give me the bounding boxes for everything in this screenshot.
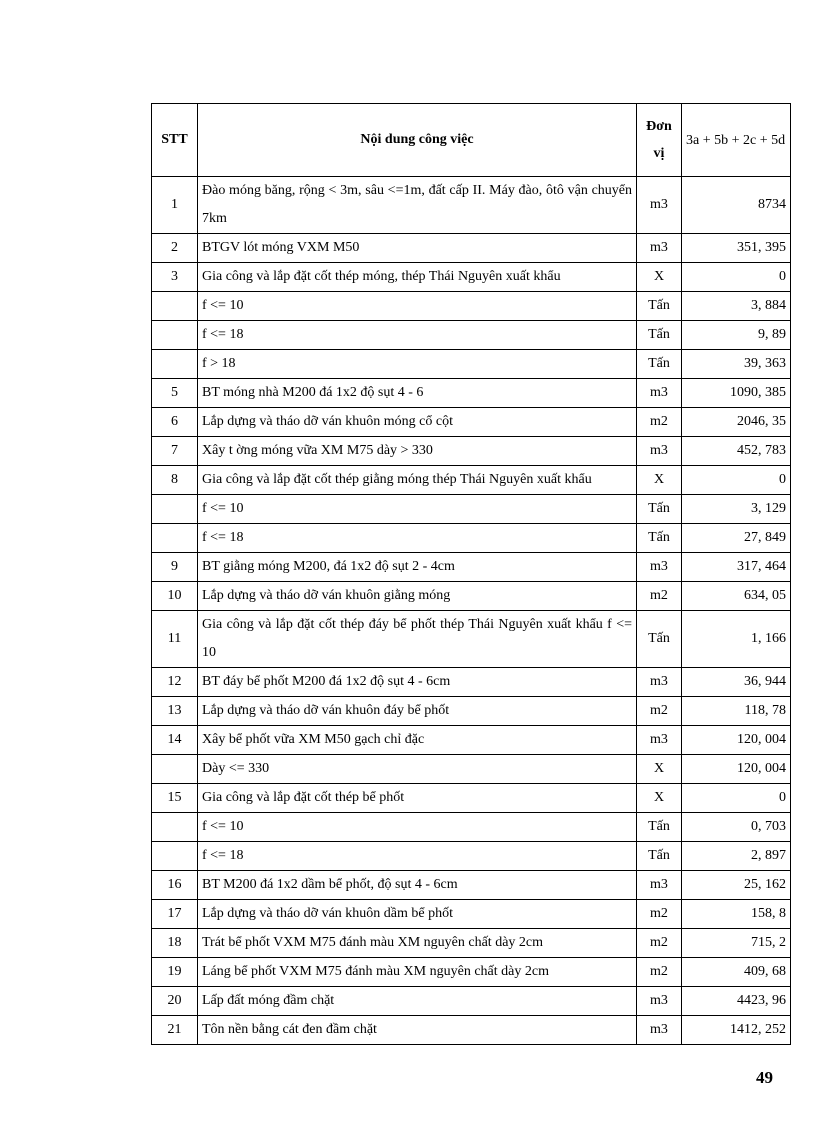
row-quantity: 4423, 96 (682, 987, 791, 1016)
row-stt: 5 (152, 379, 198, 408)
row-content: Gia công và lắp đặt cốt thép móng, thép Thái Nguyên xuất khẩu (198, 263, 637, 292)
table-header-row (152, 104, 791, 177)
table-row (152, 553, 791, 582)
row-content: Xây bể phốt vữa XM M50 gạch chỉ đặc (198, 726, 637, 755)
row-quantity: 452, 783 (682, 437, 791, 466)
table-row (152, 929, 791, 958)
row-stt: 18 (152, 929, 198, 958)
row-quantity: 0 (682, 263, 791, 292)
row-unit: m2 (637, 697, 682, 726)
row-stt: 6 (152, 408, 198, 437)
row-unit: m3 (637, 177, 682, 234)
row-content: f <= 18 (198, 321, 637, 350)
row-unit: m3 (637, 1016, 682, 1045)
row-stt: 11 (152, 611, 198, 668)
header-content: Nội dung công việc (198, 104, 637, 177)
row-unit: Tấn (637, 524, 682, 553)
row-stt (152, 495, 198, 524)
row-stt: 8 (152, 466, 198, 495)
table-row (152, 611, 791, 668)
row-unit: m3 (637, 668, 682, 697)
row-stt (152, 524, 198, 553)
row-quantity: 25, 162 (682, 871, 791, 900)
row-quantity: 8734 (682, 177, 791, 234)
row-stt: 20 (152, 987, 198, 1016)
row-stt: 19 (152, 958, 198, 987)
row-quantity: 1090, 385 (682, 379, 791, 408)
row-unit: m3 (637, 871, 682, 900)
row-quantity: 9, 89 (682, 321, 791, 350)
row-quantity: 120, 004 (682, 726, 791, 755)
row-quantity: 120, 004 (682, 755, 791, 784)
row-unit: m3 (637, 553, 682, 582)
row-content: Trát bể phốt VXM M75 đánh màu XM nguyên chất dày 2cm (198, 929, 637, 958)
row-stt: 9 (152, 553, 198, 582)
row-unit: m2 (637, 582, 682, 611)
row-stt: 15 (152, 784, 198, 813)
table-row (152, 408, 791, 437)
table-row (152, 379, 791, 408)
row-quantity: 39, 363 (682, 350, 791, 379)
page-number: 49 (756, 1068, 773, 1087)
table-row (152, 697, 791, 726)
row-unit: m2 (637, 900, 682, 929)
table-row (152, 813, 791, 842)
row-content: f <= 18 (198, 524, 637, 553)
row-quantity: 0, 703 (682, 813, 791, 842)
row-unit: X (637, 466, 682, 495)
table-row (152, 726, 791, 755)
row-unit: Tấn (637, 495, 682, 524)
row-content: Láng bể phốt VXM M75 đánh màu XM nguyên chất dày 2cm (198, 958, 637, 987)
row-unit: X (637, 784, 682, 813)
row-unit: Tấn (637, 842, 682, 871)
table-row (152, 495, 791, 524)
row-unit: m2 (637, 408, 682, 437)
table-row (152, 582, 791, 611)
row-content: Lắp dựng và tháo dỡ ván khuôn móng cổ cột (198, 408, 637, 437)
row-unit: m3 (637, 726, 682, 755)
row-quantity: 409, 68 (682, 958, 791, 987)
row-quantity: 27, 849 (682, 524, 791, 553)
header-unit: Đơn vị (637, 104, 682, 177)
row-content: f <= 18 (198, 842, 637, 871)
row-content: f <= 10 (198, 813, 637, 842)
row-quantity: 3, 129 (682, 495, 791, 524)
row-stt: 7 (152, 437, 198, 466)
row-stt (152, 755, 198, 784)
table-row (152, 755, 791, 784)
header-stt: STT (152, 104, 198, 177)
row-stt (152, 842, 198, 871)
row-content: BT giằng móng M200, đá 1x2 độ sụt 2 - 4cm (198, 553, 637, 582)
row-unit: X (637, 755, 682, 784)
row-content: Tôn nền bằng cát đen đầm chặt (198, 1016, 637, 1045)
header-quantity: 3a + 5b + 2c + 5d (682, 104, 791, 177)
row-unit: m2 (637, 958, 682, 987)
table-row (152, 987, 791, 1016)
row-quantity: 715, 2 (682, 929, 791, 958)
row-content: f <= 10 (198, 495, 637, 524)
row-quantity: 2, 897 (682, 842, 791, 871)
row-quantity: 3, 884 (682, 292, 791, 321)
row-quantity: 0 (682, 784, 791, 813)
row-content: Lấp đất móng đầm chặt (198, 987, 637, 1016)
row-stt: 2 (152, 234, 198, 263)
table-row (152, 263, 791, 292)
row-quantity: 634, 05 (682, 582, 791, 611)
row-unit: m3 (637, 379, 682, 408)
row-unit: Tấn (637, 611, 682, 668)
table-row (152, 958, 791, 987)
table-row (152, 466, 791, 495)
row-stt (152, 813, 198, 842)
row-stt: 16 (152, 871, 198, 900)
row-unit: m3 (637, 987, 682, 1016)
row-unit: X (637, 263, 682, 292)
row-stt (152, 292, 198, 321)
row-unit: m3 (637, 234, 682, 263)
row-quantity: 1412, 252 (682, 1016, 791, 1045)
row-content: BT đáy bể phốt M200 đá 1x2 độ sụt 4 - 6cm (198, 668, 637, 697)
row-quantity: 0 (682, 466, 791, 495)
table-row (152, 784, 791, 813)
row-unit: Tấn (637, 813, 682, 842)
table-row (152, 668, 791, 697)
row-quantity: 1, 166 (682, 611, 791, 668)
table-row (152, 900, 791, 929)
row-stt: 13 (152, 697, 198, 726)
row-content: Gia công và lắp đặt cốt thép đáy bể phốt thép Thái Nguyên xuất khẩu f <= 10 (198, 611, 637, 668)
table-row (152, 1016, 791, 1045)
row-stt: 3 (152, 263, 198, 292)
row-unit: Tấn (637, 321, 682, 350)
row-quantity: 2046, 35 (682, 408, 791, 437)
row-unit: m3 (637, 437, 682, 466)
row-content: Gia công và lắp đặt cốt thép bể phốt (198, 784, 637, 813)
row-unit: m2 (637, 929, 682, 958)
row-stt (152, 321, 198, 350)
row-content: Dày <= 330 (198, 755, 637, 784)
table-row (152, 292, 791, 321)
row-quantity: 317, 464 (682, 553, 791, 582)
row-content: f > 18 (198, 350, 637, 379)
row-content: Lắp dựng và tháo dỡ ván khuôn giằng móng (198, 582, 637, 611)
row-content: Gia công và lắp đặt cốt thép giằng móng thép Thái Nguyên xuất khẩu (198, 466, 637, 495)
row-content: BT M200 đá 1x2 dầm bể phốt, độ sụt 4 - 6cm (198, 871, 637, 900)
row-content: BT móng nhà M200 đá 1x2 độ sụt 4 - 6 (198, 379, 637, 408)
row-content: f <= 10 (198, 292, 637, 321)
row-stt: 21 (152, 1016, 198, 1045)
row-unit: Tấn (637, 350, 682, 379)
row-content: Xây t ờng móng vữa XM M75 dày > 330 (198, 437, 637, 466)
table-row (152, 177, 791, 234)
row-stt: 14 (152, 726, 198, 755)
row-quantity: 351, 395 (682, 234, 791, 263)
table-row (152, 842, 791, 871)
row-content: Đào móng băng, rộng < 3m, sâu <=1m, đất cấp II. Máy đào, ôtô vận chuyển 7km (198, 177, 637, 234)
table-row (152, 321, 791, 350)
row-stt: 1 (152, 177, 198, 234)
table-row (152, 234, 791, 263)
row-quantity: 36, 944 (682, 668, 791, 697)
row-stt: 17 (152, 900, 198, 929)
row-stt: 10 (152, 582, 198, 611)
row-stt: 12 (152, 668, 198, 697)
row-unit: Tấn (637, 292, 682, 321)
row-stt (152, 350, 198, 379)
row-content: Lắp dựng và tháo dỡ ván khuôn đáy bể phốt (198, 697, 637, 726)
table-row (152, 524, 791, 553)
row-quantity: 118, 78 (682, 697, 791, 726)
table-row (152, 350, 791, 379)
row-content: BTGV lót móng VXM M50 (198, 234, 637, 263)
row-quantity: 158, 8 (682, 900, 791, 929)
table-row (152, 437, 791, 466)
row-content: Lắp dựng và tháo dỡ ván khuôn dầm bể phốt (198, 900, 637, 929)
work-quantity-table (151, 103, 791, 1045)
table-row (152, 871, 791, 900)
